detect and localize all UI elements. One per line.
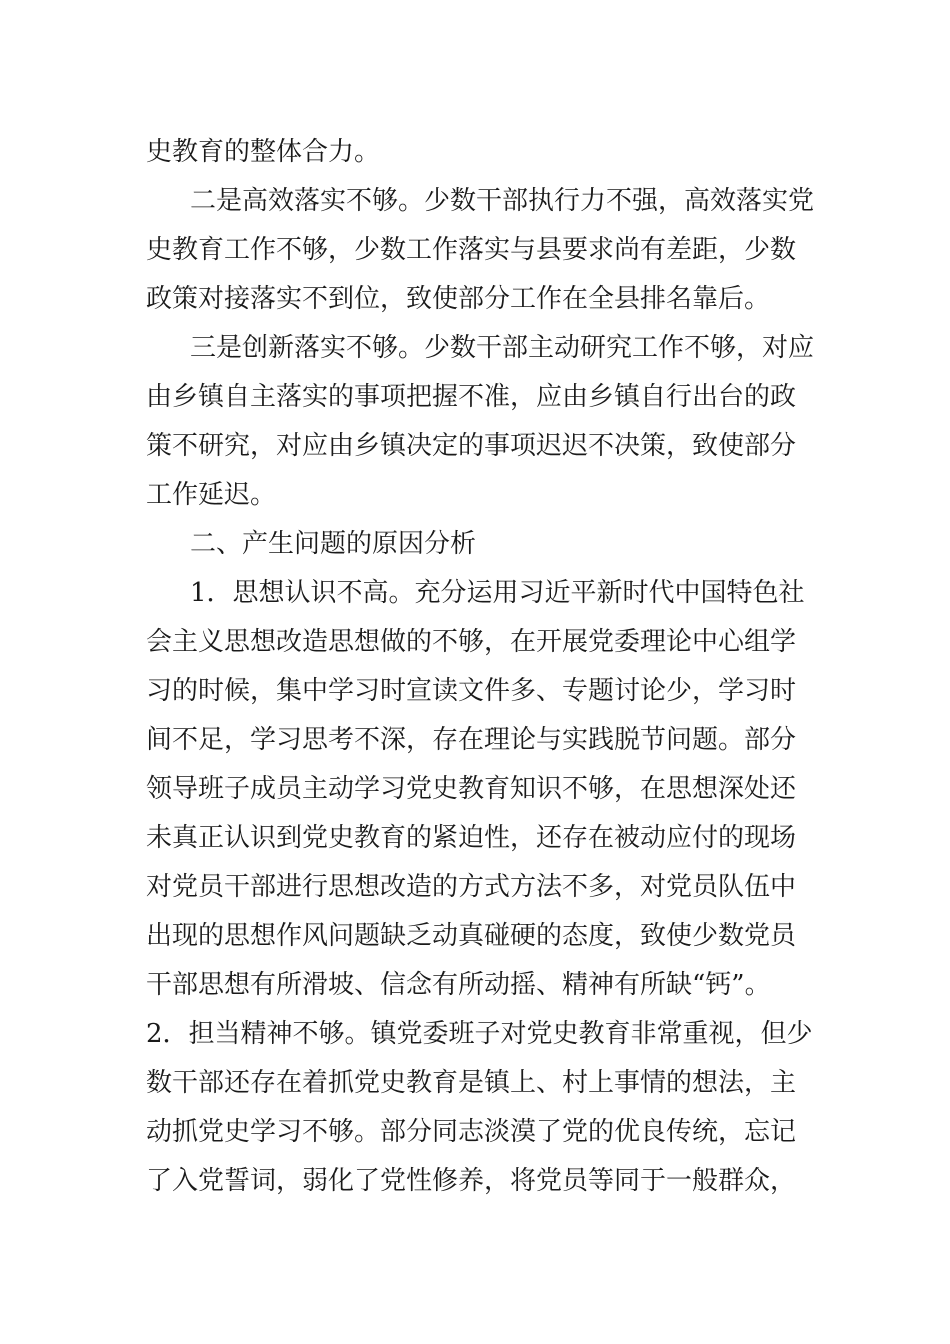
text-line: 了入党誓词，弱化了党性修养，将党员等同于一般群众， xyxy=(146,1166,797,1196)
text-line: 会主义思想改造思想做的不够，在开展党委理论中心组学 xyxy=(146,627,797,657)
text-line: 数干部还存在着抓党史教育是镇上、村上事情的想法，主 xyxy=(146,1068,797,1098)
paragraph-start-line: 2．担当精神不够。镇党委班子对党史教育非常重视，但少 xyxy=(146,1019,813,1049)
text-line: 政策对接落实不到位，致使部分工作在全县排名靠后。 xyxy=(146,284,771,314)
text-line: 间不足，学习思考不深，存在理论与实践脱节问题。部分 xyxy=(146,725,797,755)
text-line: 策不研究，对应由乡镇决定的事项迟迟不决策，致使部分 xyxy=(146,431,797,461)
text-line: 习的时候，集中学习时宣读文件多、专题讨论少，学习时 xyxy=(146,676,797,706)
text-line: 未真正认识到党史教育的紧迫性，还存在被动应付的现场 xyxy=(146,823,797,853)
paragraph-start-line: 三是创新落实不够。少数干部主动研究工作不够，对应 xyxy=(190,333,815,363)
text-line: 史教育的整体合力。 xyxy=(146,137,381,167)
text-line: 出现的思想作风问题缺乏动真碰硬的态度，致使少数党员 xyxy=(146,921,797,951)
text-line: 工作延迟。 xyxy=(146,480,277,510)
paragraph-start-line: 二是高效落实不够。少数干部执行力不强，高效落实党 xyxy=(190,186,815,216)
text-line: 干部思想有所滑坡、信念有所动摇、精神有所缺“钙”。 xyxy=(146,970,771,1000)
text-line: 动抓党史学习不够。部分同志淡漠了党的优良传统，忘记 xyxy=(146,1117,797,1147)
text-line: 由乡镇自主落实的事项把握不准，应由乡镇自行出台的政 xyxy=(146,382,797,412)
paragraph-start-line: 1．思想认识不高。充分运用习近平新时代中国特色社 xyxy=(190,578,805,608)
section-heading: 二、产生问题的原因分析 xyxy=(190,529,477,559)
text-line: 对党员干部进行思想改造的方式方法不多，对党员队伍中 xyxy=(146,872,797,902)
document-page xyxy=(146,128,815,1206)
text-line: 领导班子成员主动学习党史教育知识不够，在思想深处还 xyxy=(146,774,797,804)
text-line: 史教育工作不够，少数工作落实与县要求尚有差距，少数 xyxy=(146,235,797,265)
